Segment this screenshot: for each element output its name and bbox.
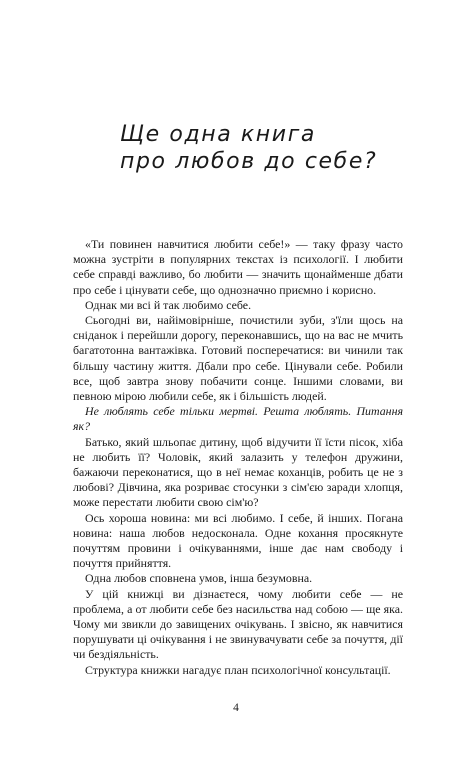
page-number: 4 [233,702,239,714]
paragraph-8: У цій книжці ви дізнаєтеся, чому любити себе — не проблема, а от любити себе без насильства над собою — ще яка. Чому ми звикли до завищених очікувань. І звісно, як навчитися порушувати ці очікування і не звинувачувати себе за почуття, дії чи бездіяльність. [73,586,403,662]
paragraph-3: Сьогодні ви, найімовірніше, почистили зуби, з'їли щось на сніданок і перейшли дорогу, переконавшись, що на вас не мчить багатотонна вантажівка. Готовий посперечатися: ви чинили так більшу частину життя. Дбали про себе. Цінували себе. Робили все, щоб завтра знову побачити сонце. Іншими словами, ви певною мірою любили себе, як і більшість людей. [73,313,403,404]
chapter-title-line-2: про любов до себе? [120,149,378,174]
paragraph-9: Структура книжки нагадує план психологічної консультації. [85,662,391,677]
paragraph-6: Ось хороша новина: ми всі любимо. І себе, й інших. Погана новина: наша любов недосконала. Одне кохання просякнуте почуттям провини і очікуваннями, інше дає нам свободу і почуття прийняття. [73,510,403,571]
chapter-title [120,121,420,175]
paragraph-4-italic: Не люблять себе тільки мертві. Решта люблять. Питання як? [73,404,403,434]
paragraph-2: Однак ми всі й так любимо себе. [85,297,252,312]
paragraph-7: Одна любов сповнена умов, інша безумовна. [85,571,313,586]
body-text [73,237,403,678]
paragraph-5: Батько, який шльопає дитину, щоб відучити її їсти пісок, хіба не любить її? Чоловік, який залазить у телефон дружини, бажаючи переконатися, що в неї немає коханців, робить це не з любові? Дівчина, яка розриває стосунки з сім'єю заради хлопця, може перестати любити свою сім'ю? [73,434,403,510]
chapter-title-line-1: Ще одна книга [120,122,316,147]
paragraph-1: «Ти повинен навчитися любити себе!» — таку фразу часто можна зустріти в популярних текстах із психології. І любити себе справді важливо, бо любити — значить щонайменше дбати про себе і цінувати себе, що однозначно приємно і корисно. [73,237,403,297]
